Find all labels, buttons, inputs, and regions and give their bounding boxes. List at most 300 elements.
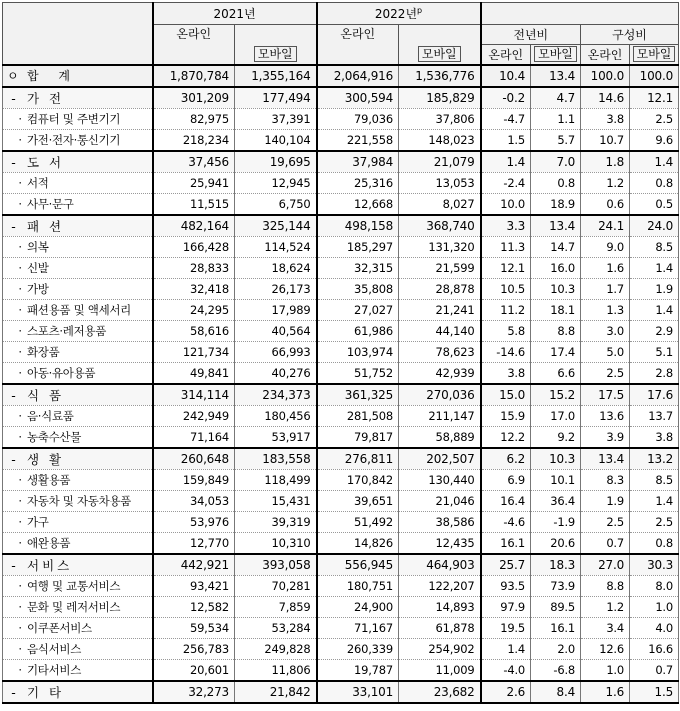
cell-share-mobile: 13.2 [630,448,679,470]
row-label [3,108,153,129]
cell-yoy-online: 5.8 [481,320,531,341]
category-row [3,215,679,237]
row-name: 의복 [27,239,49,254]
row-marker: - [11,90,19,106]
cell-online-2022: 79,817 [317,426,399,448]
cell-share-online: 1.3 [581,299,630,320]
row-marker: · [18,429,22,444]
row-label [3,320,153,341]
row-label [3,638,153,659]
cell-mobile-2021: 10,310 [235,532,317,554]
cell-online-2022: 27,027 [317,299,399,320]
header-yoy-mobile: 모바일 [531,45,581,65]
cell-yoy-online: 11.3 [481,236,531,257]
cell-mobile-2021: 11,806 [235,659,317,681]
row-label [3,659,153,681]
row-marker: · [18,111,22,126]
cell-yoy-mobile: 13.4 [531,215,581,237]
cell-mobile-2022: 23,682 [399,681,481,703]
cell-yoy-mobile: 10.3 [531,278,581,299]
cell-mobile-2022: 37,806 [399,108,481,129]
row-marker: - [11,451,19,467]
cell-online-2021: 242,949 [153,405,235,426]
cell-yoy-online: 16.4 [481,490,531,511]
row-marker: · [18,175,22,190]
sub-category-row [3,236,679,257]
cell-share-mobile: 1.4 [630,257,679,278]
cell-share-mobile: 1.4 [630,299,679,320]
cell-online-2021: 256,783 [153,638,235,659]
cell-mobile-2021: 325,144 [235,215,317,237]
header-year-2022: 2022년$^p$ [317,3,481,25]
cell-share-mobile: 1.5 [630,681,679,703]
cell-yoy-mobile: 14.7 [531,236,581,257]
cell-yoy-mobile: 18.3 [531,554,581,576]
cell-online-2022: 170,842 [317,469,399,490]
cell-mobile-2022: 1,536,776 [399,65,481,87]
row-name: 사무·문구 [27,196,74,211]
cell-yoy-mobile: -1.9 [531,511,581,532]
row-label [3,87,153,109]
cell-mobile-2022: 58,889 [399,426,481,448]
cell-mobile-2021: 6,750 [235,193,317,215]
cell-yoy-online: 15.9 [481,405,531,426]
cell-online-2022: 556,945 [317,554,399,576]
row-name: 가구 [27,514,49,529]
cell-yoy-mobile: -6.8 [531,659,581,681]
row-name: 식 품 [27,387,65,403]
cell-yoy-online: 1.5 [481,129,531,151]
cell-online-2022: 2,064,916 [317,65,399,87]
row-label [3,151,153,173]
row-label [3,299,153,320]
cell-online-2022: 361,325 [317,384,399,406]
cell-yoy-online: 6.2 [481,448,531,470]
cell-yoy-mobile: 10.3 [531,448,581,470]
cell-mobile-2022: 21,241 [399,299,481,320]
cell-online-2021: 260,648 [153,448,235,470]
cell-yoy-mobile: 89.5 [531,596,581,617]
sub-category-row [3,172,679,193]
cell-mobile-2021: 66,993 [235,341,317,362]
cell-share-mobile: 1.0 [630,596,679,617]
cell-yoy-mobile: 18.1 [531,299,581,320]
header-rate-group [481,3,679,25]
sub-category-row [3,659,679,681]
cell-yoy-online: 12.1 [481,257,531,278]
cell-share-mobile: 5.1 [630,341,679,362]
cell-mobile-2022: 122,207 [399,575,481,596]
row-marker: · [18,344,22,359]
cell-share-mobile: 4.0 [630,617,679,638]
row-name: 기 타 [27,684,65,700]
cell-online-2021: 49,841 [153,362,235,384]
cell-share-mobile: 8.0 [630,575,679,596]
cell-yoy-online: 19.5 [481,617,531,638]
cell-online-2021: 121,734 [153,341,235,362]
cell-yoy-online: 25.7 [481,554,531,576]
row-label [3,681,153,703]
cell-share-online: 0.7 [581,532,630,554]
cell-share-mobile: 3.8 [630,426,679,448]
cell-mobile-2021: 39,319 [235,511,317,532]
header-yoy-online: 온라인 [481,45,531,65]
cell-mobile-2022: 464,903 [399,554,481,576]
cell-online-2022: 33,101 [317,681,399,703]
cell-mobile-2022: 11,009 [399,659,481,681]
cell-yoy-mobile: 17.4 [531,341,581,362]
sub-category-row [3,596,679,617]
cell-mobile-2021: 1,355,164 [235,65,317,87]
sub-category-row [3,257,679,278]
cell-share-online: 0.6 [581,193,630,215]
row-name: 애완용품 [27,535,71,550]
cell-share-mobile: 8.5 [630,469,679,490]
sub-category-row [3,341,679,362]
sub-category-row [3,511,679,532]
cell-share-online: 1.8 [581,151,630,173]
cell-share-online: 3.0 [581,320,630,341]
cell-share-online: 24.1 [581,215,630,237]
sub-category-row [3,320,679,341]
header-2022-mobile: 모바일 [399,45,481,65]
cell-mobile-2022: 202,507 [399,448,481,470]
cell-yoy-online: 93.5 [481,575,531,596]
total-row [3,65,679,87]
cell-mobile-2022: 21,079 [399,151,481,173]
cell-yoy-mobile: 15.2 [531,384,581,406]
row-marker: · [18,493,22,508]
row-label [3,532,153,554]
row-label [3,193,153,215]
cell-online-2021: 32,273 [153,681,235,703]
cell-yoy-online: 12.2 [481,426,531,448]
row-marker: · [18,365,22,380]
cell-mobile-2021: 17,989 [235,299,317,320]
cell-online-2022: 185,297 [317,236,399,257]
row-marker: - [11,387,19,403]
cell-yoy-mobile: 16.1 [531,617,581,638]
row-name: 여행 및 교통서비스 [27,578,121,593]
cell-yoy-online: 11.2 [481,299,531,320]
row-marker: · [18,132,22,147]
cell-mobile-2022: 78,623 [399,341,481,362]
cell-mobile-2021: 118,499 [235,469,317,490]
cell-online-2022: 39,651 [317,490,399,511]
category-row [3,384,679,406]
row-marker: · [18,281,22,296]
row-marker: · [18,662,22,677]
sub-category-row [3,193,679,215]
cell-online-2021: 93,421 [153,575,235,596]
cell-online-2021: 53,976 [153,511,235,532]
cell-yoy-online: 1.4 [481,151,531,173]
cell-mobile-2021: 40,564 [235,320,317,341]
cell-mobile-2022: 13,053 [399,172,481,193]
cell-mobile-2021: 114,524 [235,236,317,257]
category-row [3,554,679,576]
cell-online-2021: 314,114 [153,384,235,406]
row-name: 농축수산물 [27,429,82,444]
cell-online-2022: 300,594 [317,87,399,109]
cell-yoy-online: -4.7 [481,108,531,129]
cell-mobile-2022: 21,046 [399,490,481,511]
data-grid [2,2,679,704]
cell-online-2021: 71,164 [153,426,235,448]
cell-online-2022: 12,668 [317,193,399,215]
cell-share-online: 5.0 [581,341,630,362]
cell-online-2022: 281,508 [317,405,399,426]
cell-mobile-2022: 28,878 [399,278,481,299]
cell-mobile-2022: 38,586 [399,511,481,532]
cell-online-2022: 19,787 [317,659,399,681]
category-row [3,87,679,109]
cell-yoy-online: 3.3 [481,215,531,237]
row-label [3,257,153,278]
cell-yoy-mobile: 10.1 [531,469,581,490]
cell-mobile-2022: 185,829 [399,87,481,109]
cell-mobile-2022: 130,440 [399,469,481,490]
cell-yoy-online: 10.0 [481,193,531,215]
cell-online-2022: 51,492 [317,511,399,532]
cell-online-2021: 59,534 [153,617,235,638]
cell-online-2022: 61,986 [317,320,399,341]
cell-share-mobile: 8.5 [630,236,679,257]
cell-mobile-2022: 42,939 [399,362,481,384]
header-2021-mobile: 모바일 [235,45,317,65]
cell-online-2021: 82,975 [153,108,235,129]
cell-online-2021: 159,849 [153,469,235,490]
cell-share-mobile: 0.8 [630,532,679,554]
cell-yoy-online: 10.4 [481,65,531,87]
cell-online-2021: 37,456 [153,151,235,173]
cell-mobile-2021: 180,456 [235,405,317,426]
cell-online-2022: 498,158 [317,215,399,237]
row-label [3,384,153,406]
cell-mobile-2021: 12,945 [235,172,317,193]
row-marker: - [11,218,19,234]
cell-yoy-online: 10.5 [481,278,531,299]
cell-share-online: 14.6 [581,87,630,109]
cell-mobile-2022: 131,320 [399,236,481,257]
category-row [3,448,679,470]
cell-yoy-mobile: 13.4 [531,65,581,87]
row-marker: · [18,302,22,317]
row-label [3,617,153,638]
row-marker: - [11,154,19,170]
cell-mobile-2022: 12,435 [399,532,481,554]
cell-online-2022: 35,808 [317,278,399,299]
cell-online-2022: 180,751 [317,575,399,596]
cell-mobile-2022: 8,027 [399,193,481,215]
cell-share-mobile: 16.6 [630,638,679,659]
cell-online-2021: 25,941 [153,172,235,193]
cell-share-online: 8.8 [581,575,630,596]
row-name: 서적 [27,175,49,190]
row-marker: · [18,472,22,487]
sub-category-row [3,575,679,596]
cell-yoy-online: 15.0 [481,384,531,406]
cell-yoy-online: -4.6 [481,511,531,532]
header-yoy: 전년비 [481,25,581,45]
row-marker: · [18,260,22,275]
sub-category-row [3,278,679,299]
row-name: 생활용품 [27,472,71,487]
cell-mobile-2021: 249,828 [235,638,317,659]
row-label [3,469,153,490]
cell-share-online: 100.0 [581,65,630,87]
cell-yoy-mobile: 73.9 [531,575,581,596]
cell-mobile-2022: 21,599 [399,257,481,278]
cell-mobile-2021: 19,695 [235,151,317,173]
row-marker: ㅇ [7,69,27,83]
row-name: 합 계 [27,69,78,83]
category-row [3,681,679,703]
cell-share-mobile: 0.5 [630,193,679,215]
cell-online-2022: 32,315 [317,257,399,278]
cell-share-mobile: 1.9 [630,278,679,299]
cell-mobile-2021: 18,624 [235,257,317,278]
cell-mobile-2021: 21,842 [235,681,317,703]
cell-share-mobile: 30.3 [630,554,679,576]
header-2021-online: 온라인 [153,25,235,65]
cell-online-2021: 58,616 [153,320,235,341]
cell-share-online: 8.3 [581,469,630,490]
header-2022-online: 온라인 [317,25,399,65]
cell-yoy-mobile: 17.0 [531,405,581,426]
cell-share-online: 3.4 [581,617,630,638]
row-marker: · [18,535,22,550]
cell-mobile-2021: 183,558 [235,448,317,470]
row-name: 이쿠폰서비스 [27,620,92,635]
cell-online-2022: 276,811 [317,448,399,470]
cell-share-online: 1.9 [581,490,630,511]
row-name: 컴퓨터 및 주변기기 [27,111,121,126]
cell-online-2022: 260,339 [317,638,399,659]
cell-yoy-mobile: 8.4 [531,681,581,703]
header-share-online: 온라인 [581,45,630,65]
cell-share-online: 2.5 [581,511,630,532]
row-marker: · [18,323,22,338]
sub-category-row [3,426,679,448]
row-label [3,575,153,596]
cell-share-mobile: 12.1 [630,87,679,109]
cell-share-online: 17.5 [581,384,630,406]
row-label [3,490,153,511]
cell-mobile-2022: 14,893 [399,596,481,617]
cell-online-2022: 14,826 [317,532,399,554]
cell-share-mobile: 2.8 [630,362,679,384]
sub-category-row [3,129,679,151]
cell-online-2022: 221,558 [317,129,399,151]
row-label [3,236,153,257]
cell-mobile-2022: 270,036 [399,384,481,406]
row-label [3,278,153,299]
cell-online-2021: 28,833 [153,257,235,278]
cell-share-online: 10.7 [581,129,630,151]
cell-mobile-2021: 40,276 [235,362,317,384]
row-label [3,341,153,362]
cell-yoy-online: 1.4 [481,638,531,659]
cell-online-2021: 442,921 [153,554,235,576]
cell-mobile-2021: 15,431 [235,490,317,511]
header-year-2021: 2021년 [153,3,317,25]
cell-online-2021: 482,164 [153,215,235,237]
cell-yoy-online: -2.4 [481,172,531,193]
row-marker: - [11,684,19,700]
cell-yoy-online: 97.9 [481,596,531,617]
cell-yoy-online: 3.8 [481,362,531,384]
cell-mobile-2022: 148,023 [399,129,481,151]
row-label [3,405,153,426]
cell-share-mobile: 17.6 [630,384,679,406]
cell-share-mobile: 9.6 [630,129,679,151]
cell-mobile-2021: 53,284 [235,617,317,638]
cell-online-2022: 24,900 [317,596,399,617]
cell-share-mobile: 13.7 [630,405,679,426]
cell-share-online: 27.0 [581,554,630,576]
row-name: 가 전 [27,90,65,106]
cell-online-2022: 25,316 [317,172,399,193]
header-corner [3,3,153,65]
cell-share-mobile: 2.5 [630,108,679,129]
cell-mobile-2021: 53,917 [235,426,317,448]
cell-online-2021: 20,601 [153,659,235,681]
sub-category-row [3,469,679,490]
cell-yoy-mobile: 1.1 [531,108,581,129]
cell-share-mobile: 0.7 [630,659,679,681]
row-name: 생 활 [27,451,65,467]
row-label [3,362,153,384]
row-marker: · [18,239,22,254]
row-name: 가전·전자·통신기기 [27,132,121,147]
row-label [3,426,153,448]
cell-mobile-2021: 140,104 [235,129,317,151]
row-marker: · [18,641,22,656]
row-label [3,596,153,617]
cell-mobile-2021: 37,391 [235,108,317,129]
cell-share-online: 1.0 [581,659,630,681]
row-name: 자동차 및 자동차용품 [27,493,131,508]
header-2021-blank [235,25,317,45]
cell-yoy-online: -14.6 [481,341,531,362]
row-label [3,511,153,532]
cell-share-mobile: 2.9 [630,320,679,341]
cell-online-2022: 51,752 [317,362,399,384]
row-name: 신발 [27,260,49,275]
cell-yoy-mobile: 9.2 [531,426,581,448]
sub-category-row [3,532,679,554]
row-label [3,65,153,87]
row-label [3,554,153,576]
row-marker: · [18,408,22,423]
sub-category-row [3,405,679,426]
cell-mobile-2022: 254,902 [399,638,481,659]
cell-yoy-mobile: 8.8 [531,320,581,341]
cell-share-online: 1.6 [581,257,630,278]
cell-online-2021: 12,770 [153,532,235,554]
header-2022-blank [399,25,481,45]
cell-online-2022: 37,984 [317,151,399,173]
cell-yoy-mobile: 5.7 [531,129,581,151]
cell-share-online: 13.6 [581,405,630,426]
sub-category-row [3,299,679,320]
cell-online-2022: 103,974 [317,341,399,362]
cell-share-mobile: 24.0 [630,215,679,237]
cell-share-mobile: 2.5 [630,511,679,532]
cell-share-online: 2.5 [581,362,630,384]
cell-online-2021: 12,582 [153,596,235,617]
